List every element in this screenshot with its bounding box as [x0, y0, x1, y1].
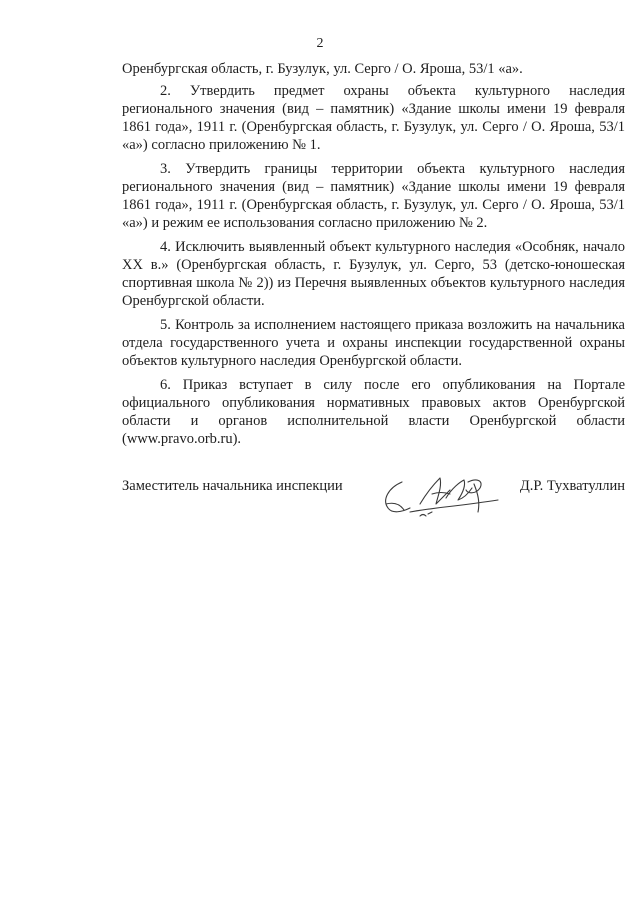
paragraph-6-entry-into-force: 6. Приказ вступает в силу после его опубликования на Портале официального опубликования нормативных правовых актов Оренбургской области и органов исполнительной власти Оренбургской области (www.pravo.orb.ru). [122, 377, 625, 447]
order-body [122, 60, 625, 454]
signer-name: Д.Р. Тухватуллин [519, 478, 625, 494]
paragraph-2-protection-subject: 2. Утвердить предмет охраны объекта культурного наследия регионального значения (вид – памятник) «Здание школы имени 19 февраля 1861 года», 1911 г. (Оренбургская область, г. Бузулук, ул. Серго / О. Яроша, 53/1 «а») согласно приложению № 1. [122, 83, 625, 153]
page-number: 2 [316, 36, 324, 51]
handwritten-signature [380, 464, 510, 524]
paragraph-5-control: 5. Контроль за исполнением настоящего приказа возложить на начальника отдела государственного учета и охраны инспекции государственной охраны объектов культурного наследия Оренбургской области. [122, 317, 625, 369]
paragraph-3-territory-boundaries: 3. Утвердить границы территории объекта культурного наследия регионального значения (вид – памятник) «Здание школы имени 19 февраля 1861 года», 1911 г. (Оренбургская область, г. Бузулук, ул. Серго / О. Яроша, 53/1 «а») и режим ее использования согласно приложению № 2. [122, 161, 625, 231]
paragraph-1-continuation: Оренбургская область, г. Бузулук, ул. Серго / О. Яроша, 53/1 «а». [122, 61, 523, 77]
signature-block [122, 470, 625, 530]
paragraph-4-exclusion: 4. Исключить выявленный объект культурного наследия «Особняк, начало XX в.» (Оренбургская область, г. Бузулук, ул. Серго, 53 (детско-юношеская спортивная школа № 2)) из Перечня выявленных объектов культурного наследия Оренбургской области. [122, 239, 625, 309]
signer-title: Заместитель начальника инспекции [122, 478, 343, 494]
